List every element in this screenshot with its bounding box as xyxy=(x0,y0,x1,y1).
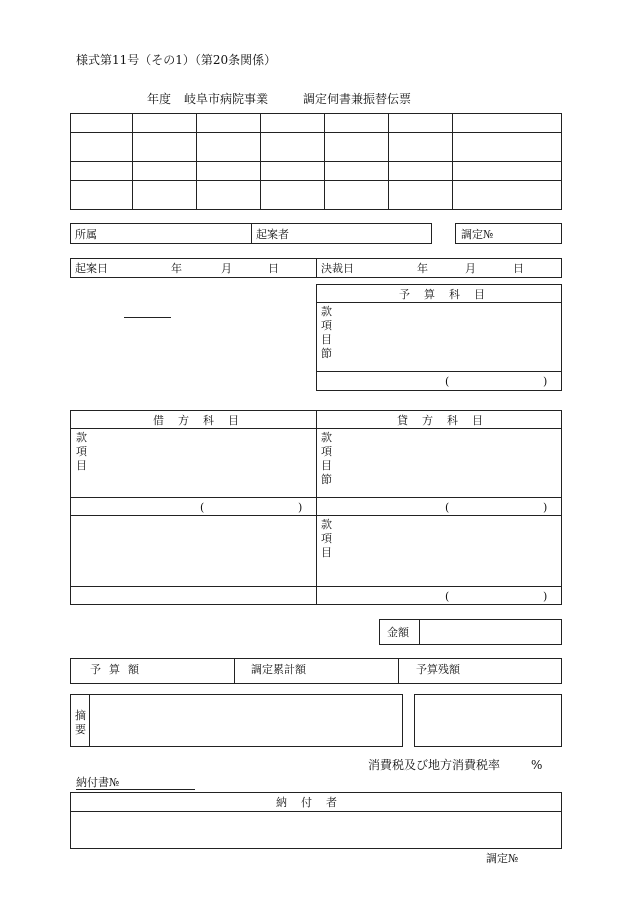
top-grid-col-line xyxy=(260,113,261,210)
budget-items xyxy=(321,305,335,361)
title-year-label: 年度 xyxy=(147,92,172,106)
credit-items xyxy=(321,431,335,487)
summary-label xyxy=(75,709,89,737)
assessment-no-label: 調定№ xyxy=(461,228,494,241)
top-grid-col-line xyxy=(324,113,325,210)
approval-date-label: 決裁日 xyxy=(321,262,354,275)
totals-divider xyxy=(398,658,399,684)
summary-box xyxy=(70,694,403,747)
footer-assessment-no: 調定№ xyxy=(486,852,519,865)
top-grid-row-line xyxy=(70,161,562,162)
top-grid-row-line xyxy=(70,180,562,181)
affiliation-label: 所属 xyxy=(75,228,97,241)
approval-month-label: 月 xyxy=(465,262,476,275)
debit-credit-divider xyxy=(316,410,317,605)
top-grid-col-line xyxy=(196,113,197,210)
draft-month-label: 月 xyxy=(221,262,232,275)
credit-paren-close: ) xyxy=(543,501,548,514)
affiliation-divider xyxy=(251,223,252,244)
credit-lower-item-moku: 目 xyxy=(321,546,332,559)
credit-paren-open: ( xyxy=(445,501,450,514)
form-title: 調定伺書兼振替伝票 xyxy=(303,92,412,106)
tax-rate-unit: % xyxy=(531,758,543,772)
draft-year-label: 年 xyxy=(171,262,182,275)
approval-year-label: 年 xyxy=(417,262,428,275)
draft-day-label: 日 xyxy=(268,262,279,275)
top-grid-col-line xyxy=(132,113,133,210)
budget-amount-label: 予算額 xyxy=(90,663,147,676)
payer-title: 納付者 xyxy=(276,796,351,809)
budget-section-title: 予算科目 xyxy=(399,288,499,301)
credit-item-kan: 款 xyxy=(321,431,332,444)
debit-section-title: 借方科目 xyxy=(153,414,253,427)
top-grid-col-line xyxy=(388,113,389,210)
credit-item-setsu: 節 xyxy=(321,473,332,486)
credit-lower-item-kan: 款 xyxy=(321,518,332,531)
credit-item-moku: 目 xyxy=(321,459,332,472)
title-organization: 岐阜市病院事業 xyxy=(184,92,269,106)
amount-divider xyxy=(419,619,420,645)
cumulative-amount-label: 調定累計額 xyxy=(251,663,306,676)
drafter-label: 起案者 xyxy=(256,228,289,241)
remaining-amount-label: 予算残額 xyxy=(416,663,460,676)
budget-title-line xyxy=(316,302,562,303)
payment-slip-underline xyxy=(76,789,195,790)
budget-item-kan: 款 xyxy=(321,305,332,318)
amount-label: 金額 xyxy=(387,626,409,639)
debit-item-moku: 目 xyxy=(76,459,87,472)
summary-label-char-2: 要 xyxy=(75,723,86,736)
top-grid-row-line xyxy=(70,132,562,133)
credit-lower-paren-open: ( xyxy=(445,590,450,603)
draft-date-label: 起案日 xyxy=(75,262,108,275)
debit-credit-mid-line2 xyxy=(70,515,562,516)
payer-title-line xyxy=(70,811,562,812)
totals-divider xyxy=(234,658,235,684)
debit-credit-title-line xyxy=(70,428,562,429)
credit-section-title: 貸方科目 xyxy=(397,414,497,427)
budget-item-kou: 項 xyxy=(321,319,332,332)
debit-item-kan: 款 xyxy=(76,431,87,444)
form-number: 様式第11号（その1）（第20条関係） xyxy=(76,53,277,67)
budget-item-moku: 目 xyxy=(321,333,332,346)
credit-lower-items xyxy=(321,518,335,560)
debit-items xyxy=(76,431,90,473)
credit-lower-paren-close: ) xyxy=(543,590,548,603)
debit-credit-mid-line xyxy=(70,497,562,498)
approval-day-label: 日 xyxy=(513,262,524,275)
date-row-divider xyxy=(316,258,317,278)
top-grid-col-line xyxy=(452,113,453,210)
short-underline xyxy=(124,317,171,318)
payment-slip-label: 納付書№ xyxy=(76,776,120,789)
debit-item-kou: 項 xyxy=(76,445,87,458)
summary-side-box xyxy=(414,694,562,747)
summary-label-char-1: 摘 xyxy=(75,709,86,722)
debit-credit-lower-line xyxy=(70,586,562,587)
debit-paren-open: ( xyxy=(200,501,205,514)
debit-paren-close: ) xyxy=(298,501,303,514)
credit-item-kou: 項 xyxy=(321,445,332,458)
tax-rate-label: 消費税及び地方消費税率 xyxy=(368,758,501,772)
credit-lower-item-kou: 項 xyxy=(321,532,332,545)
budget-bottom-line xyxy=(316,371,562,372)
budget-paren-open: ( xyxy=(445,375,450,388)
budget-paren-close: ) xyxy=(543,375,548,388)
budget-item-setsu: 節 xyxy=(321,347,332,360)
summary-divider xyxy=(89,694,90,747)
